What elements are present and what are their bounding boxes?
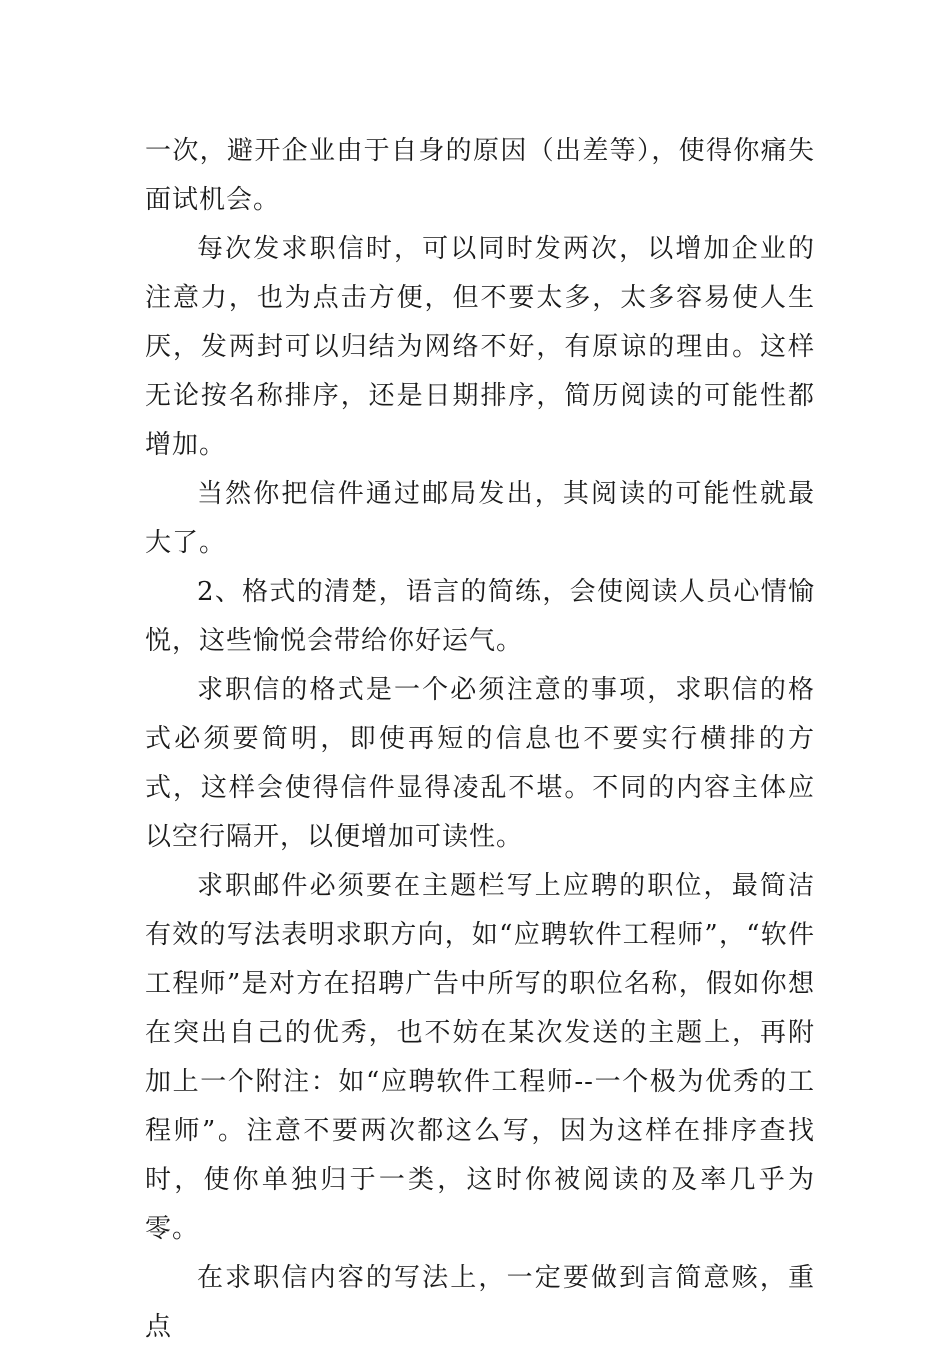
paragraph-format-point-2: 2、格式的清楚，语言的简练，会使阅读人员心情愉悦，这些愉悦会带给你好运气。 (145, 577, 815, 656)
paragraph-content-writing: 在求职信内容的写法上，一定要做到言简意赅，重点 (145, 1263, 815, 1342)
paragraph-post-office: 当然你把信件通过邮局发出，其阅读的可能性就最大了。 (145, 479, 815, 558)
paragraph-continuation: 一次，避开企业由于自身的原因（出差等），使得你痛失面试机会。 (145, 136, 815, 215)
paragraph-send-twice: 每次发求职信时，可以同时发两次，以增加企业的注意力，也为点击方便，但不要太多，太多容易使人生厌，发两封可以归结为网络不好，有原谅的理由。这样无论按名称排序，还是日期排序，简历阅读的可能性都增加。 (145, 234, 815, 460)
document-body (145, 127, 815, 1352)
paragraph-format-details: 求职信的格式是一个必须注意的事项，求职信的格式必须要简明，即使再短的信息也不要实行横排的方式，这样会使得信件显得凌乱不堪。不同的内容主体应以空行隔开，以便增加可读性。 (145, 675, 815, 852)
paragraph-email-subject: 求职邮件必须要在主题栏写上应聘的职位，最简洁有效的写法表明求职方向，如“应聘软件工程师”，“软件工程师”是对方在招聘广告中所写的职位名称，假如你想在突出自己的优秀，也不妨在某次发送的主题上，再附加上一个附注：如“应聘软件工程师--一个极为优秀的工程师”。注意不要两次都这么写，因为这样在排序查找时，使你单独归于一类，这时你被阅读的及率几乎为零。 (145, 871, 815, 1244)
